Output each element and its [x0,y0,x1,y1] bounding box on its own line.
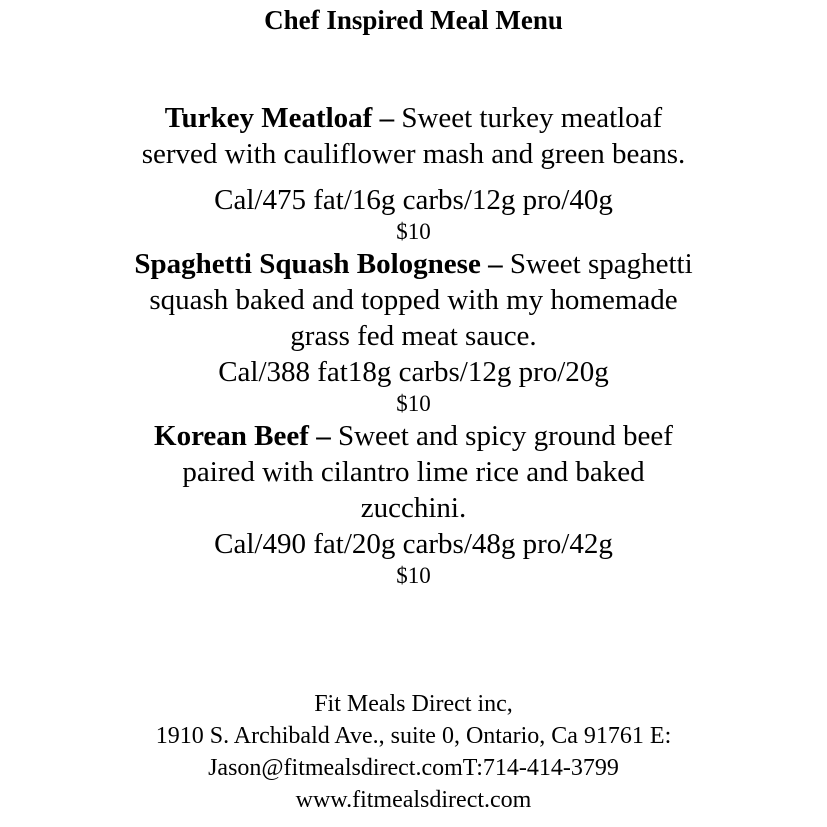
footer-address: 1910 S. Archibald Ave., suite 0, Ontario, Ca 91761 E: [155,723,672,749]
item-desc-line: Sweet and spicy ground beef [337,420,673,452]
item-separator: – [480,248,510,280]
item-name: Korean Beef [154,420,309,452]
item-description [0,418,827,454]
item-price: $10 [396,391,431,416]
item-desc-line: Sweet turkey meatloaf [401,102,663,134]
item-desc-line: grass fed meat sauce. [290,320,537,352]
menu-item-spaghetti-squash-bolognese [0,246,827,418]
item-desc-line: squash baked and topped with my homemade [149,284,678,316]
footer-website: www.fitmealsdirect.com [295,787,532,813]
item-nutrition: Cal/490 fat/20g carbs/48g pro/42g [214,528,613,560]
item-desc-line: paired with cilantro lime rice and baked [182,456,645,488]
item-desc-line: served with cauliflower mash and green beans. [141,138,686,170]
item-desc-line: zucchini. [360,492,467,524]
item-separator: – [308,420,338,452]
menu-items [0,100,827,590]
item-nutrition: Cal/388 fat18g carbs/12g pro/20g [218,356,609,388]
spacer [0,172,827,182]
menu-item-turkey-meatloaf [0,100,827,246]
item-name: Spaghetti Squash Bolognese [134,248,481,280]
page-title: Chef Inspired Meal Menu [264,5,563,35]
item-price: $10 [396,219,431,244]
item-desc-line: Sweet spaghetti [509,248,693,280]
item-separator: – [372,102,402,134]
item-description [0,246,827,282]
item-name: Turkey Meatloaf [164,102,373,134]
footer-company: Fit Meals Direct inc, [314,691,513,717]
item-nutrition: Cal/475 fat/16g carbs/12g pro/40g [214,184,613,216]
item-price: $10 [396,563,431,588]
footer-contact [0,688,827,816]
menu-item-korean-beef [0,418,827,590]
item-description [0,100,827,136]
footer-contact-line: Jason@fitmealsdirect.comT:714-414-3799 [208,755,619,781]
